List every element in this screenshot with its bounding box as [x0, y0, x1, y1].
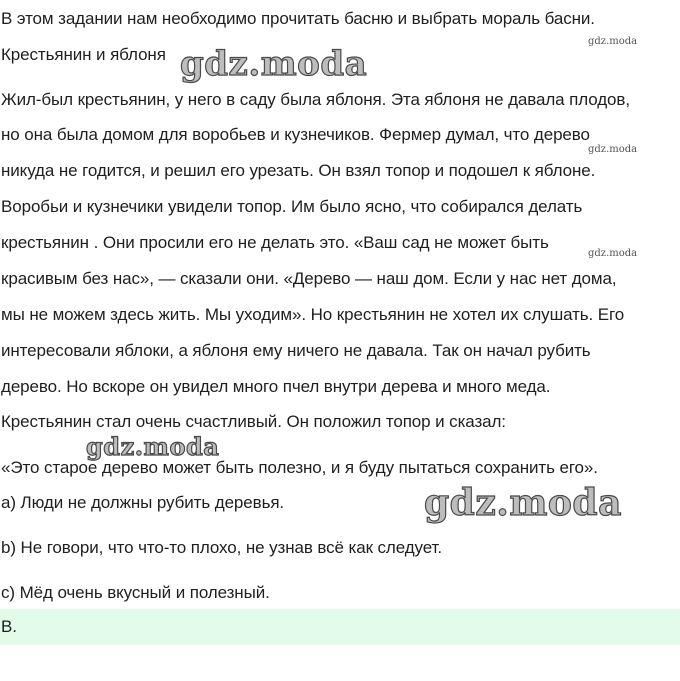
story-line: но она была домом для воробьев и кузнечиков. Фермер думал, что дерево	[1, 125, 590, 144]
option-b: b) Не говори, что что-то плохо, не узнав всё как следует.	[1, 538, 442, 557]
fable-title: Крестьянин и яблоня	[1, 45, 166, 64]
story-line: Жил-был крестьянин, у него в саду была яблоня. Эта яблоня не давала плодов,	[1, 90, 630, 109]
watermark-large: gdz.moda	[180, 44, 368, 84]
story-line: интересовали яблоки, а яблоня ему ничего не давала. Так он начал рубить	[1, 341, 591, 360]
story-line: крестьянин . Они просили его не делать это. «Ваш сад не может быть	[1, 233, 549, 252]
story-line: мы не можем здесь жить. Мы уходим». Но крестьянин не хотел их слушать. Его	[1, 305, 625, 324]
story-line: красивым без нас», — сказали они. «Дерево — наш дом. Если у нас нет дома,	[1, 269, 617, 288]
story-line: дерево. Но вскоре он увидел много пчел внутри дерева и много меда.	[1, 377, 551, 396]
answer-highlight	[0, 609, 680, 645]
story-line: «Это старое дерево может быть полезно, и я буду пытаться сохранить его».	[1, 458, 598, 477]
watermark-small: gdz.moda	[588, 144, 638, 155]
story-line: никуда не годится, и решил его урезать. Он взял топор и подошел к яблоне.	[1, 161, 596, 180]
watermark-small: gdz.moda	[588, 36, 638, 47]
watermark-small: gdz.moda	[588, 248, 638, 259]
option-a: a) Люди не должны рубить деревья.	[1, 493, 285, 512]
intro-text: В этом задании нам необходимо прочитать басню и выбрать мораль басни.	[1, 9, 595, 28]
watermark-large: gdz.moda	[424, 482, 622, 524]
watermark-large: gdz.moda	[86, 432, 220, 461]
story-line: Воробьи и кузнечики увидели топор. Им было ясно, что собирался делать	[1, 197, 583, 216]
option-c: c) Мёд очень вкусный и полезный.	[1, 583, 270, 602]
answer-text: B.	[1, 617, 17, 636]
story-line: Крестьянин стал очень счастливый. Он положил топор и сказал:	[1, 412, 506, 431]
